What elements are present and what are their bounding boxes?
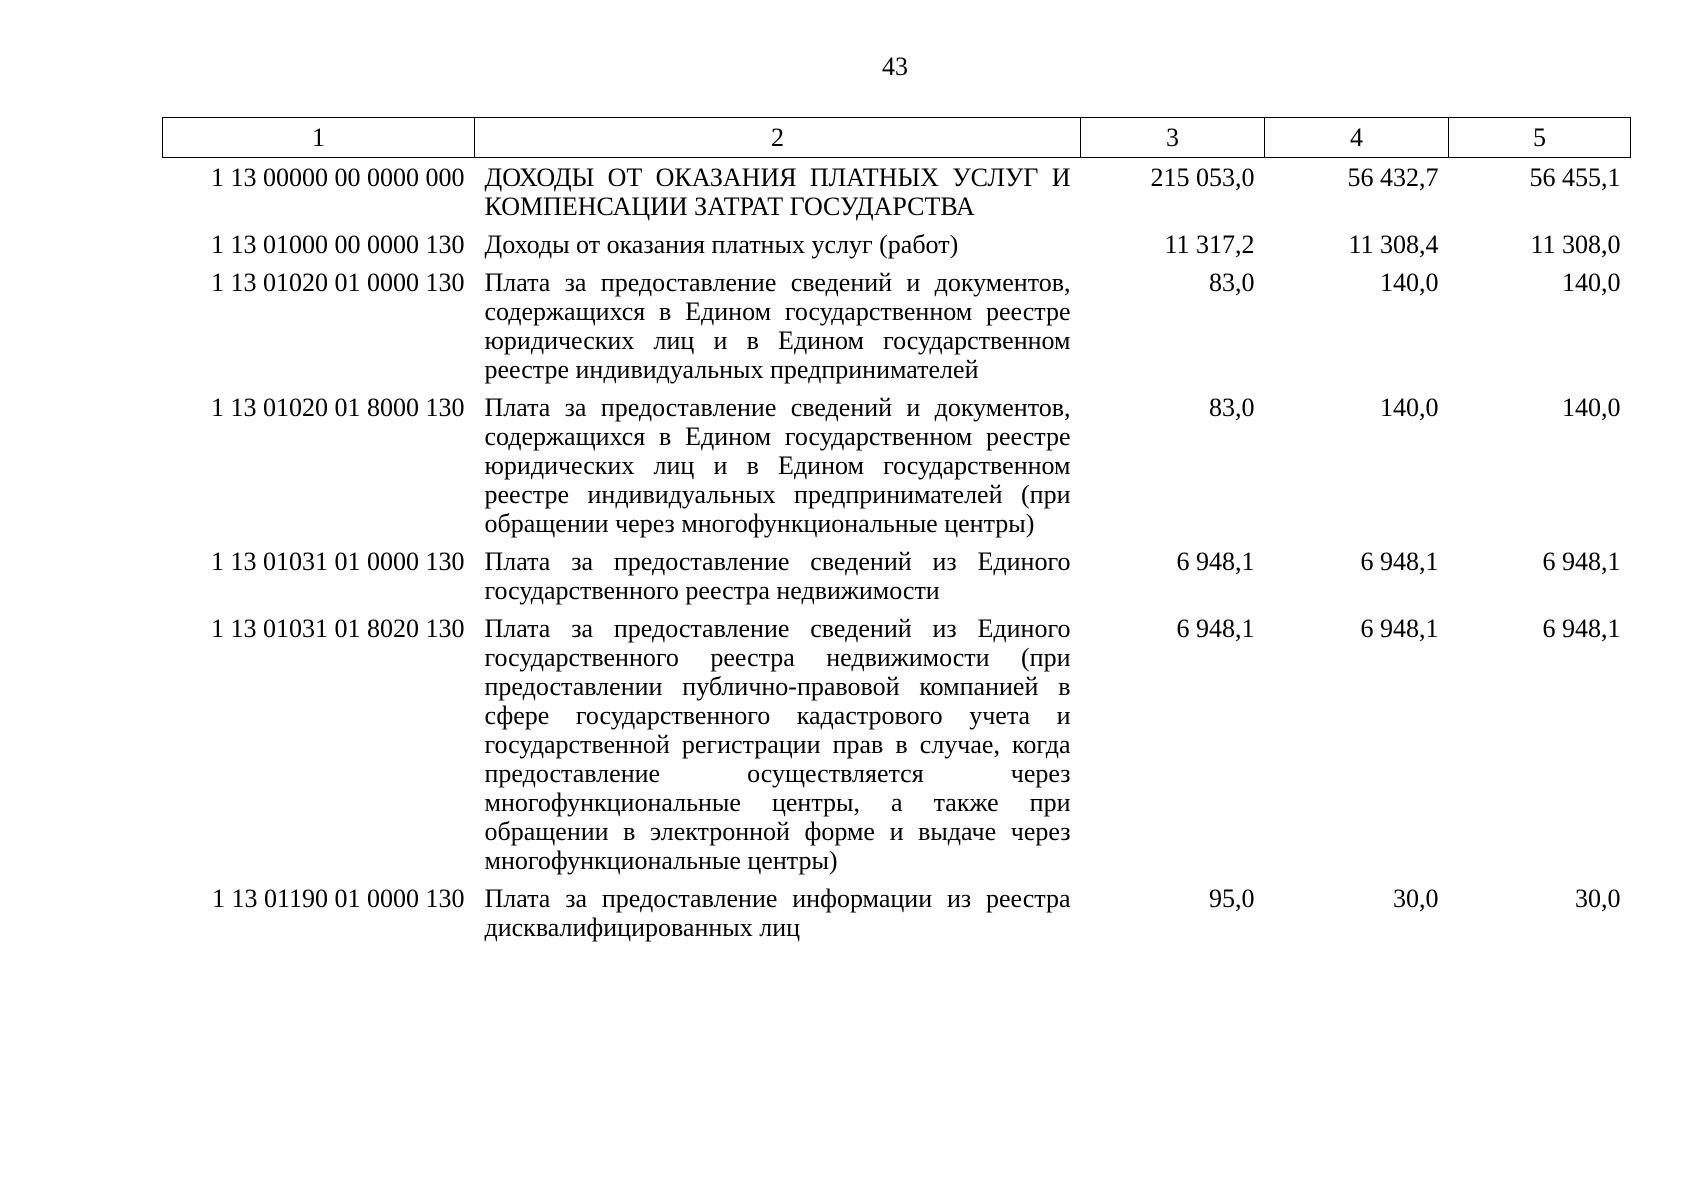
value-col-4: 56 432,7 [1347,163,1439,192]
value-col-3: 83,0 [1209,268,1255,297]
revenue-name: Плата за предоставление сведений и документов, содержащихся в Едином государственном реестре юридических лиц и в Едином государственном реестре индивидуальных предпринимателей (при обращении через многофункциональные центры) [484,393,1071,538]
value-col-3: 215 053,0 [1150,163,1255,192]
value-col-3: 6 948,1 [1176,547,1255,576]
value-col-3: 6 948,1 [1176,614,1255,643]
revenue-code: 1 13 01020 01 0000 130 [211,268,465,297]
table-row [163,881,1631,948]
revenue-code: 1 13 01190 01 0000 130 [211,884,465,913]
value-col-3: 11 317,2 [1164,230,1255,259]
header-col-5: 5 [1449,118,1631,158]
value-col-3: 95,0 [1209,884,1255,913]
revenue-code: 1 13 01031 01 0000 130 [211,547,465,576]
value-col-4: 140,0 [1380,268,1439,297]
revenue-name: Доходы от оказания платных услуг (работ) [484,230,959,259]
value-col-3: 83,0 [1209,393,1255,422]
header-col-1: 1 [163,118,475,158]
revenue-name: Плата за предоставление сведений из Единого государственного реестра недвижимости (при предоставлении публично-правовой компанией в сфере государственного кадастрового учета и государственной регистрации прав в случае, когда предоставление осуществляется через многофункциональные центры, а также при обращении в электронной форме и выдаче через многофункциональные центры) [484,614,1071,875]
value-col-5: 30,0 [1575,884,1621,913]
value-col-5: 6 948,1 [1542,547,1621,576]
revenue-code: 1 13 01000 00 0000 130 [211,230,465,259]
revenue-name: Плата за предоставление сведений и документов, содержащихся в Едином государственном реестре юридических лиц и в Едином государственном реестре индивидуальных предпринимателей [484,268,1071,384]
value-col-4: 6 948,1 [1360,547,1439,576]
page-number: 43 [882,52,908,81]
table-row [163,158,1631,228]
value-col-5: 6 948,1 [1542,614,1621,643]
budget-revenue-table [162,117,1631,948]
header-col-4: 4 [1265,118,1449,158]
table-row [163,611,1631,881]
revenue-code: 1 13 01031 01 8020 130 [211,614,465,643]
value-col-4: 11 308,4 [1348,230,1439,259]
table-row [163,390,1631,544]
value-col-4: 6 948,1 [1360,614,1439,643]
header-col-2: 2 [475,118,1081,158]
revenue-name: ДОХОДЫ ОТ ОКАЗАНИЯ ПЛАТНЫХ УСЛУГ И КОМПЕНСАЦИИ ЗАТРАТ ГОСУДАРСТВА [484,163,1071,221]
revenue-code: 1 13 01020 01 8000 130 [211,393,465,422]
table-row [163,227,1631,265]
table-row [163,544,1631,611]
value-col-4: 30,0 [1393,884,1439,913]
header-col-3: 3 [1081,118,1265,158]
revenue-name: Плата за предоставление информации из реестра дисквалифицированных лиц [484,884,1071,942]
value-col-5: 140,0 [1562,268,1621,297]
value-col-4: 140,0 [1380,393,1439,422]
revenue-name: Плата за предоставление сведений из Единого государственного реестра недвижимости [484,547,1071,605]
value-col-5: 56 455,1 [1529,163,1621,192]
table-header-row [163,118,1631,158]
value-col-5: 140,0 [1562,393,1621,422]
value-col-5: 11 308,0 [1530,230,1621,259]
table-row [163,265,1631,390]
revenue-code: 1 13 00000 00 0000 000 [211,163,465,192]
